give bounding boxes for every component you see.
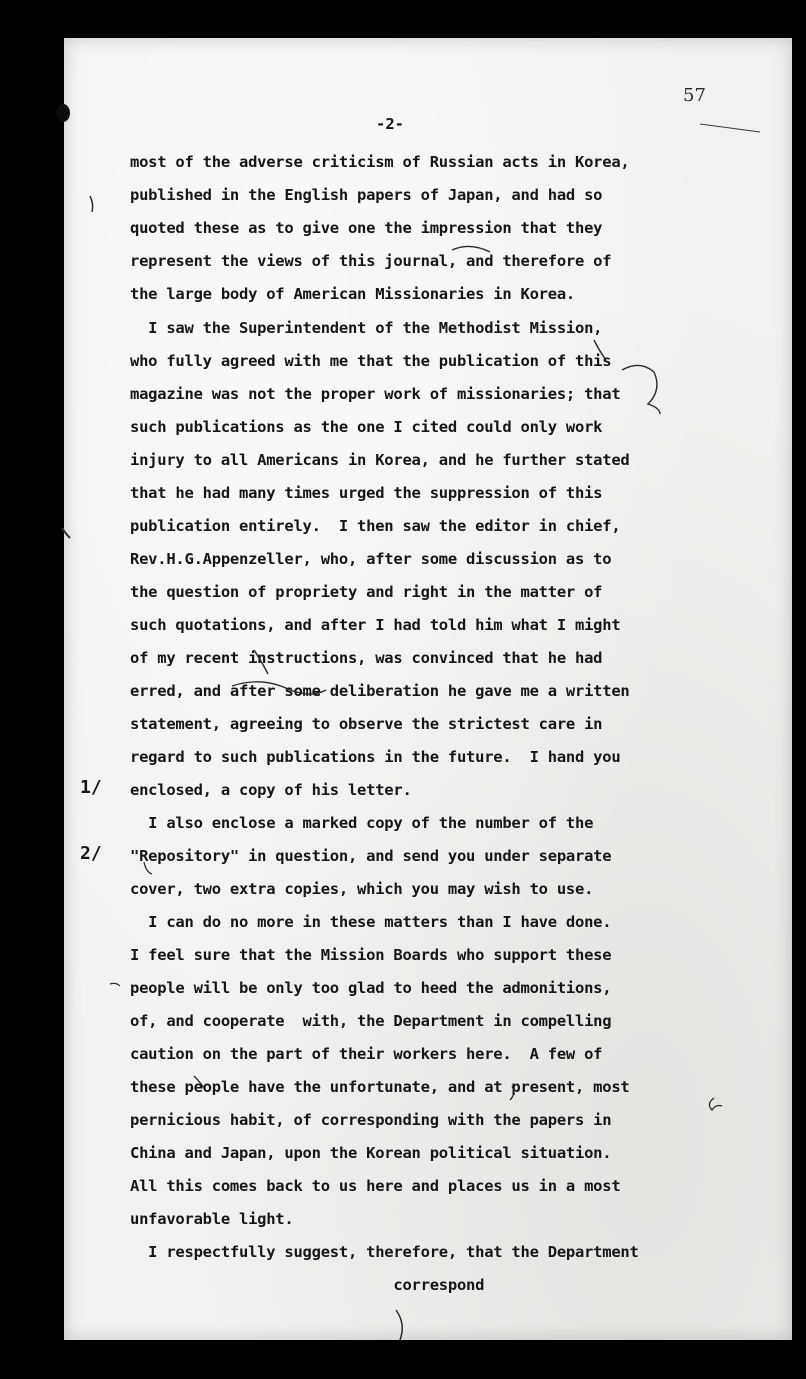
enclosure-marker-1: 1/ — [80, 777, 102, 798]
text-line: such quotations, and after I had told him what I might — [130, 616, 621, 634]
text-line: most of the adverse criticism of Russian acts in Korea, — [130, 153, 630, 171]
text-line: I feel sure that the Mission Boards who support these — [130, 946, 612, 964]
text-line: statement, agreeing to observe the strictest care in — [130, 715, 603, 733]
text-line: I respectfully suggest, therefore, that the Department — [130, 1243, 639, 1261]
text-line: unfavorable light. — [130, 1210, 294, 1228]
page-number: -2- — [376, 115, 404, 133]
text-line: correspond — [130, 1276, 485, 1294]
text-line: injury to all Americans in Korea, and he further stated — [130, 451, 630, 469]
text-line: people will be only too glad to heed the admonitions, — [130, 979, 612, 997]
text-line: regard to such publications in the future. I hand you — [130, 748, 621, 766]
text-line: I saw the Superintendent of the Methodist Mission, — [130, 319, 603, 337]
text-line: represent the views of this journal, and therefore of — [130, 252, 612, 270]
text-line: I also enclose a marked copy of the number of the — [130, 814, 594, 832]
punch-hole — [56, 104, 70, 122]
text-line: Rev.H.G.Appenzeller, who, after some discussion as to — [130, 550, 612, 568]
text-line: China and Japan, upon the Korean political situation. — [130, 1144, 612, 1162]
text-line: of, and cooperate with, the Department in compelling — [130, 1012, 612, 1030]
text-line: the large body of American Missionaries in Korea. — [130, 285, 576, 303]
text-line: the question of propriety and right in the matter of — [130, 583, 603, 601]
text-line: erred, and after some deliberation he gave me a written — [130, 682, 630, 700]
text-line: that he had many times urged the suppression of this — [130, 484, 603, 502]
text-line: these people have the unfortunate, and at present, most — [130, 1078, 630, 1096]
text-line: published in the English papers of Japan, and had so — [130, 186, 603, 204]
text-line: enclosed, a copy of his letter. — [130, 781, 412, 799]
text-line: cover, two extra copies, which you may wish to use. — [130, 880, 594, 898]
handwritten-page-mark: 57 — [683, 85, 706, 106]
text-line: who fully agreed with me that the publication of this — [130, 352, 612, 370]
text-line: I can do no more in these matters than I have done. — [130, 913, 612, 931]
text-line: such publications as the one I cited could only work — [130, 418, 603, 436]
text-line: pernicious habit, of corresponding with the papers in — [130, 1111, 612, 1129]
text-line: "Repository" in question, and send you under separate — [130, 847, 612, 865]
text-line: caution on the part of their workers here. A few of — [130, 1045, 603, 1063]
text-line: All this comes back to us here and places us in a most — [130, 1177, 621, 1195]
text-line: quoted these as to give one the impression that they — [130, 219, 603, 237]
text-line: of my recent instructions, was convinced that he had — [130, 649, 603, 667]
text-line: magazine was not the proper work of missionaries; that — [130, 385, 621, 403]
enclosure-marker-2: 2/ — [80, 843, 102, 864]
text-line: publication entirely. I then saw the editor in chief, — [130, 517, 621, 535]
